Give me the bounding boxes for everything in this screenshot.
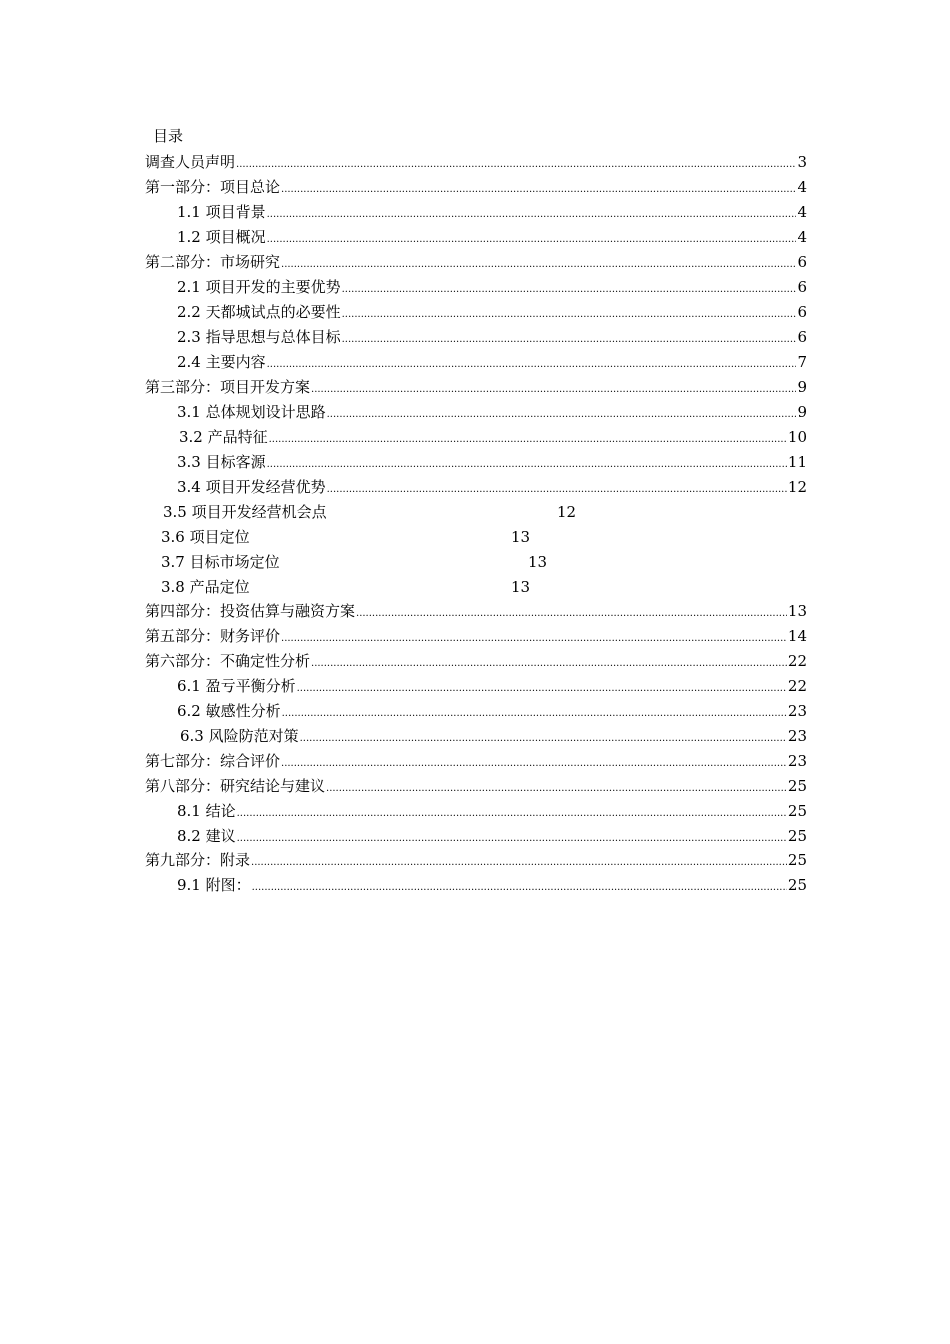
- toc-entry-label: 第八部分：研究结论与建议: [145, 777, 326, 795]
- toc-entry-page: 6: [797, 303, 807, 321]
- toc-entry-label: 3.3 目标客源: [177, 453, 266, 471]
- leader-dots: [237, 829, 787, 849]
- leader-dots: [267, 205, 797, 225]
- toc-entry-label: 6.1 盈亏平衡分析: [177, 677, 296, 695]
- toc-entry[interactable]: [177, 352, 807, 375]
- leader-dots: [281, 629, 787, 649]
- toc-entry-label: 8.1 结论: [177, 802, 236, 820]
- toc-entry-label: 3.8 产品定位: [161, 578, 250, 596]
- leader-dots: [281, 255, 796, 275]
- toc-entry-label: 2.3 指导思想与总体目标: [177, 328, 341, 346]
- toc-entry-page: 7: [797, 353, 807, 371]
- leader-dots: [267, 230, 797, 250]
- toc-entry-label: 第七部分：综合评价: [145, 752, 281, 770]
- toc-entry-label: 1.2 项目概况: [177, 228, 266, 246]
- toc-entry-page: 25: [787, 851, 807, 869]
- toc-entry[interactable]: [177, 701, 807, 724]
- toc-entry[interactable]: [145, 252, 807, 275]
- toc-entry[interactable]: [145, 377, 807, 400]
- toc-entry[interactable]: [177, 302, 807, 325]
- leader-dots: [252, 878, 787, 898]
- toc-entry[interactable]: [161, 552, 561, 572]
- toc-title: 目录: [153, 127, 184, 145]
- leader-dots: [269, 430, 787, 450]
- toc-entry[interactable]: [179, 427, 807, 450]
- leader-dots: [300, 729, 787, 749]
- toc-entry-page: 25: [787, 777, 807, 795]
- toc-entry-page: 11: [787, 453, 807, 471]
- toc-entry-label: 3.4 项目开发经营优势: [177, 478, 326, 496]
- toc-entry[interactable]: [145, 751, 807, 774]
- toc-entry-label: 第一部分：项目总论: [145, 178, 281, 196]
- toc-entry-label: 6.3 风险防范对策: [180, 727, 299, 745]
- toc-entry[interactable]: [177, 277, 807, 300]
- toc-entry[interactable]: [145, 626, 807, 649]
- toc-entry-page: 25: [787, 827, 807, 845]
- toc-entry-label: 3.2 产品特征: [179, 428, 268, 446]
- toc-entry-page: 4: [797, 178, 807, 196]
- leader-dots: [327, 480, 787, 500]
- leader-dots: [282, 704, 787, 724]
- toc-entry-page: 3: [797, 153, 807, 171]
- toc-entry-label: 2.4 主要内容: [177, 353, 266, 371]
- toc-entry-page: 12: [557, 503, 577, 521]
- toc-entry-page: 13: [528, 553, 548, 571]
- toc-entry-page: 9: [797, 403, 807, 421]
- toc-entry[interactable]: [145, 601, 807, 624]
- leader-dots: [251, 853, 787, 873]
- toc-entry-page: 14: [787, 627, 807, 645]
- toc-entry-label: 9.1 附图：: [177, 876, 251, 894]
- toc-entry-page: 22: [787, 652, 807, 670]
- toc-entry-page: 10: [787, 428, 807, 446]
- toc-entry[interactable]: [177, 875, 807, 898]
- toc-entry[interactable]: [177, 801, 807, 824]
- toc-entry[interactable]: [161, 527, 561, 547]
- toc-entry-page: 23: [787, 702, 807, 720]
- toc-entry[interactable]: [145, 850, 807, 873]
- toc-entry-label: 第二部分：市场研究: [145, 253, 281, 271]
- toc-entry-label: 8.2 建议: [177, 827, 236, 845]
- leader-dots: [342, 280, 797, 300]
- leader-dots: [297, 679, 787, 699]
- toc-entry-label: 3.5 项目开发经营机会点: [163, 503, 327, 521]
- toc-entry-label: 3.1 总体规划设计思路: [177, 403, 326, 421]
- toc-entry-label: 3.6 项目定位: [161, 528, 250, 546]
- toc-entry[interactable]: [145, 177, 807, 200]
- toc-entry-label: 第五部分：财务评价: [145, 627, 281, 645]
- toc-entry-label: 1.1 项目背景: [177, 203, 266, 221]
- toc-entry[interactable]: [177, 227, 807, 250]
- toc-entry-label: 6.2 敏感性分析: [177, 702, 281, 720]
- toc-entry-page: 6: [797, 278, 807, 296]
- toc-entry[interactable]: [177, 676, 807, 699]
- toc-entry-page: 12: [787, 478, 807, 496]
- toc-entry-page: 13: [511, 578, 531, 596]
- toc-entry-page: 9: [797, 378, 807, 396]
- leader-dots: [342, 305, 797, 325]
- toc-entry-label: 3.7 目标市场定位: [161, 553, 280, 571]
- toc-entry[interactable]: [177, 826, 807, 849]
- toc-entry-page: 4: [797, 228, 807, 246]
- toc-entry[interactable]: [145, 651, 807, 674]
- toc-entry-label: 第三部分：项目开发方案: [145, 378, 311, 396]
- leader-dots: [267, 355, 797, 375]
- toc-entry-page: 22: [787, 677, 807, 695]
- toc-entry-page: 23: [787, 727, 807, 745]
- toc-entry[interactable]: [163, 502, 583, 522]
- leader-dots: [342, 330, 797, 350]
- leader-dots: [236, 155, 796, 175]
- toc-entry-label: 调查人员声明: [145, 153, 236, 171]
- leader-dots: [237, 804, 787, 824]
- toc-entry-page: 25: [787, 802, 807, 820]
- toc-entry-label: 2.1 项目开发的主要优势: [177, 278, 341, 296]
- toc-entry-page: 6: [797, 253, 807, 271]
- toc-entry-page: 4: [797, 203, 807, 221]
- leader-dots: [311, 380, 796, 400]
- leader-dots: [281, 754, 787, 774]
- toc-entry-page: 13: [787, 602, 807, 620]
- toc-entry[interactable]: [177, 402, 807, 425]
- leader-dots: [267, 455, 787, 475]
- toc-entry-label: 第九部分：附录: [145, 851, 251, 869]
- toc-entry[interactable]: [177, 452, 807, 475]
- toc-entry[interactable]: [145, 152, 807, 175]
- toc-entry-page: 23: [787, 752, 807, 770]
- toc-entry-label: 第六部分：不确定性分析: [145, 652, 311, 670]
- toc-entry[interactable]: [180, 726, 807, 749]
- toc-entry[interactable]: [177, 327, 807, 350]
- toc-entry-page: 25: [787, 876, 807, 894]
- leader-dots: [356, 604, 787, 624]
- toc-entry[interactable]: [177, 477, 807, 500]
- toc-entry[interactable]: [145, 776, 807, 799]
- toc-entry[interactable]: [161, 577, 561, 597]
- toc-entry-label: 2.2 天都城试点的必要性: [177, 303, 341, 321]
- toc-entry-page: 13: [511, 528, 531, 546]
- toc-entry[interactable]: [177, 202, 807, 225]
- leader-dots: [311, 654, 787, 674]
- toc-entry-page: 6: [797, 328, 807, 346]
- toc-entry-label: 第四部分：投资估算与融资方案: [145, 602, 356, 620]
- leader-dots: [327, 405, 797, 425]
- leader-dots: [326, 779, 787, 799]
- leader-dots: [281, 180, 796, 200]
